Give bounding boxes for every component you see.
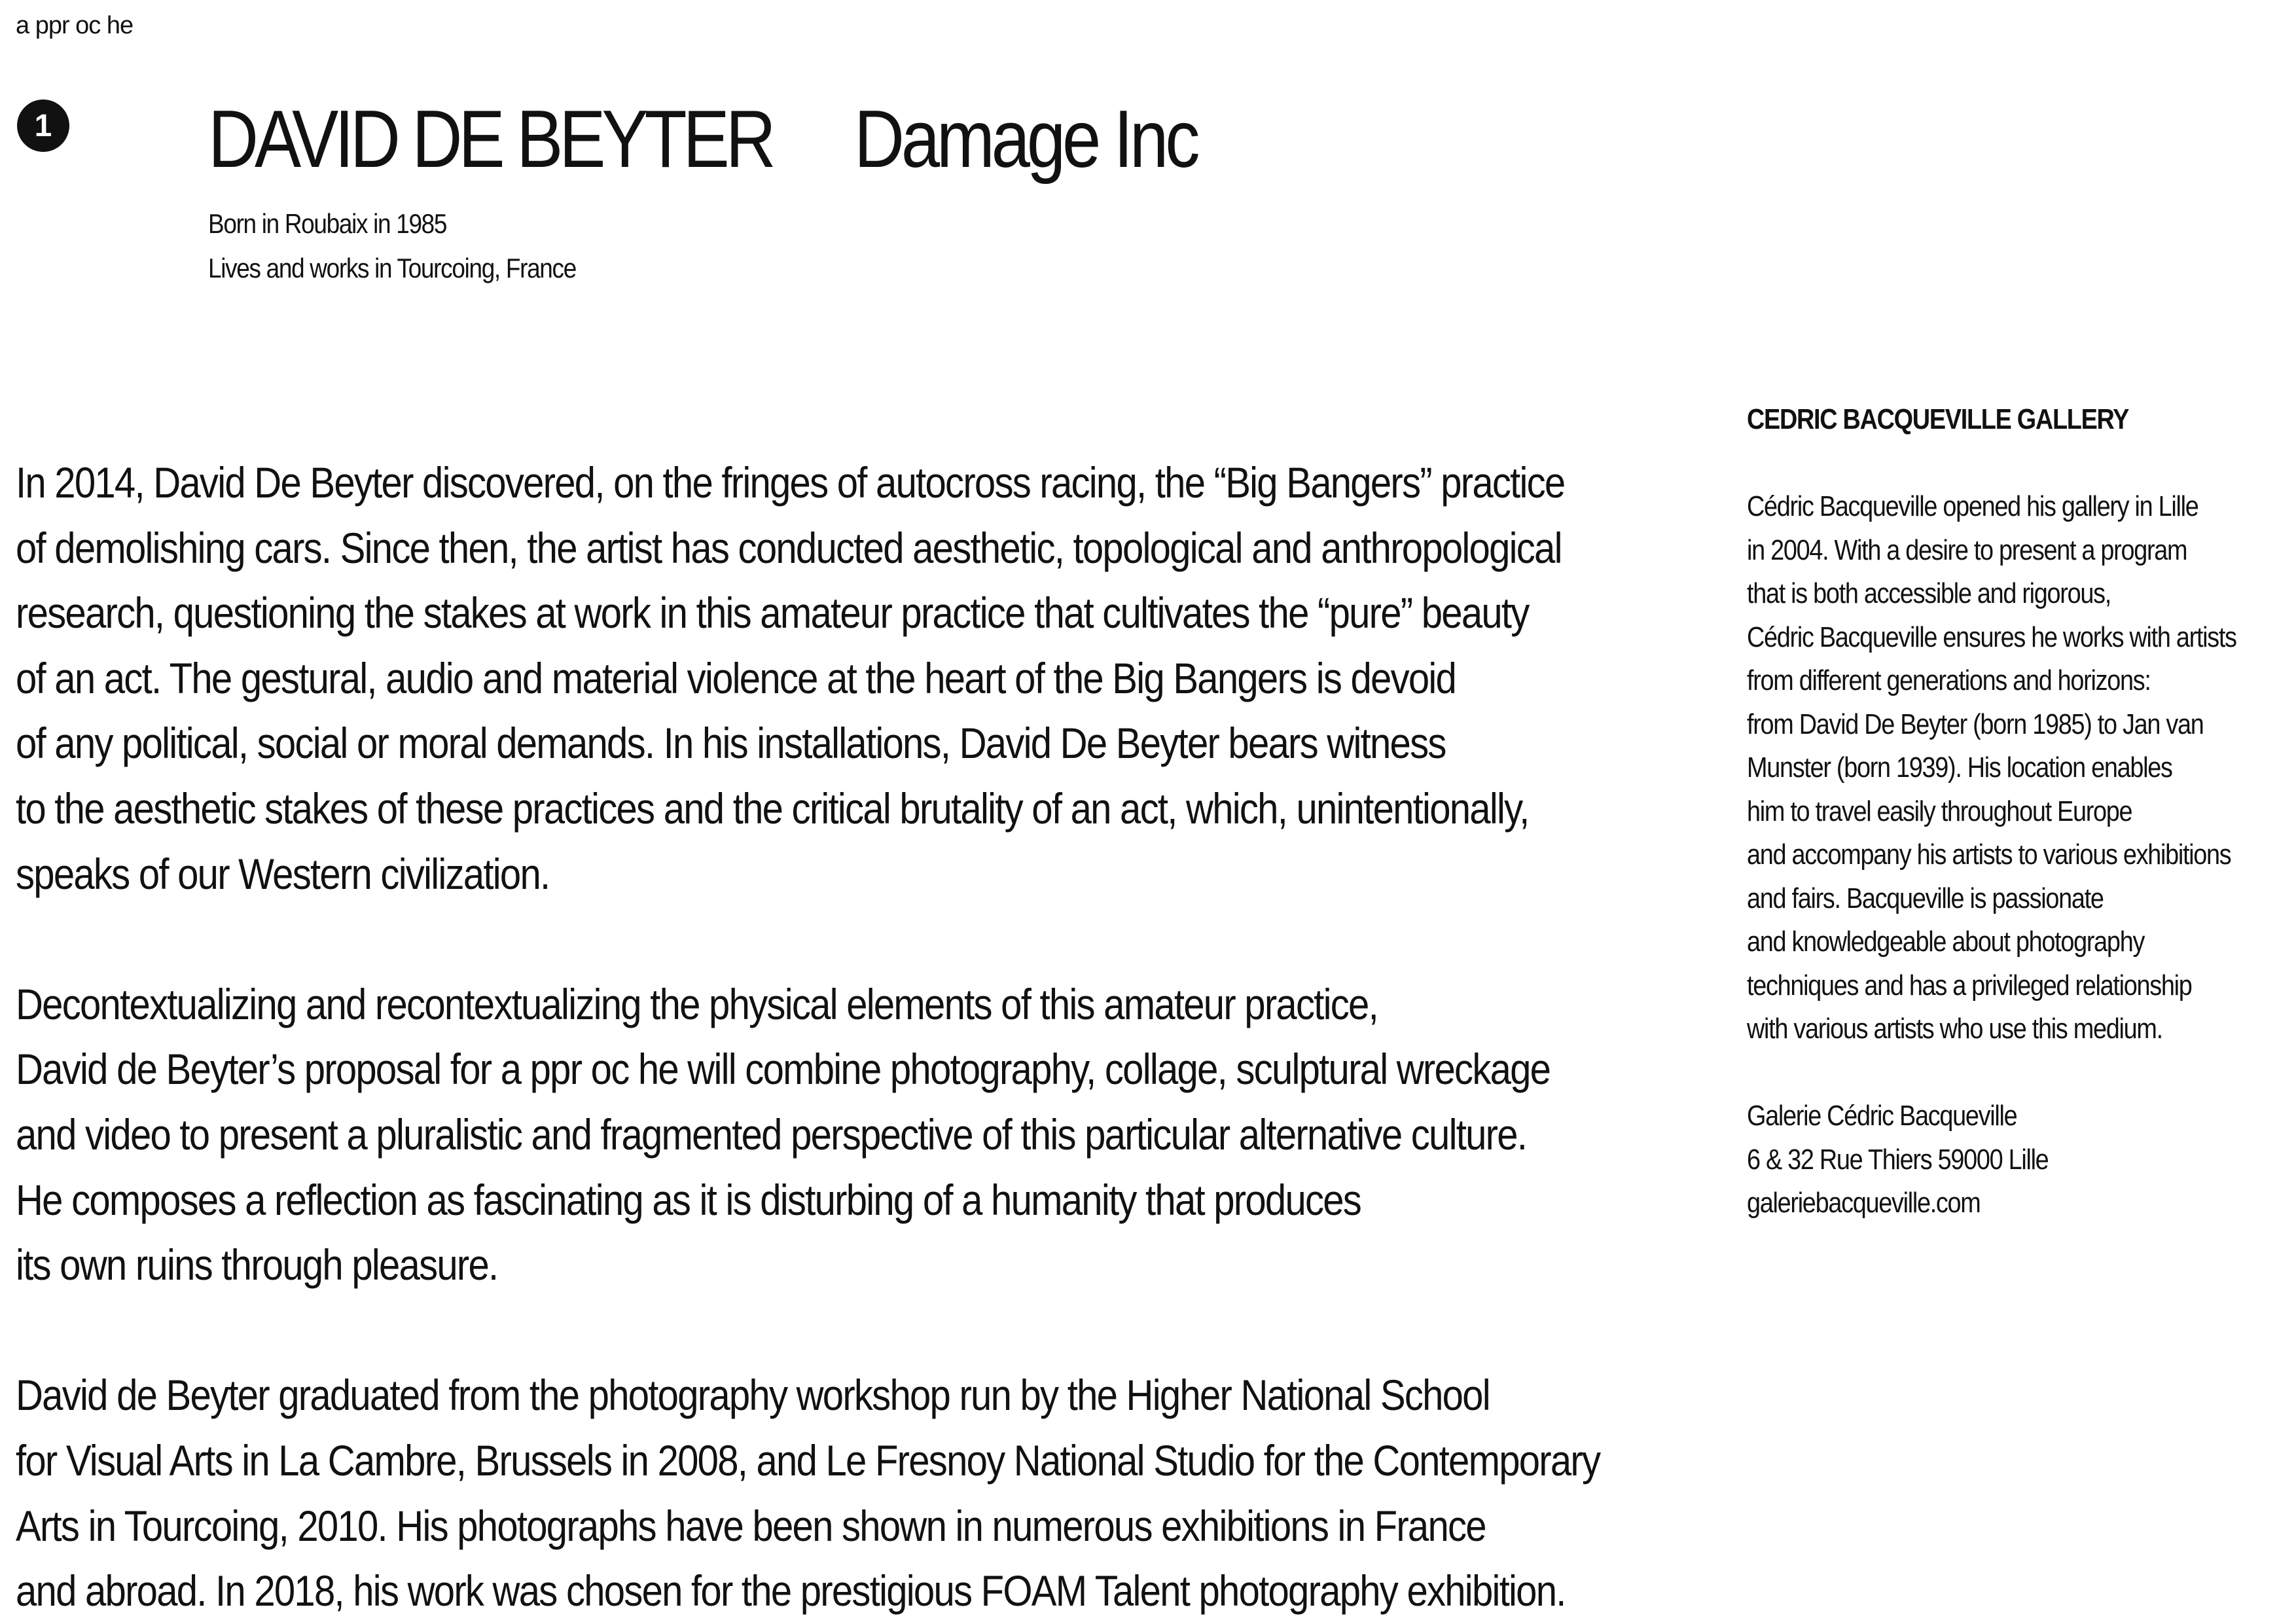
text-line: of demolishing cars. Since then, the artist has conducted aesthetic, topological and anthropological: [16, 523, 1562, 572]
gallery-address: 6 & 32 Rue Thiers 59000 Lille: [1747, 1143, 2049, 1176]
gallery-description: [1747, 485, 2236, 1051]
artist-number-badge: 1: [17, 99, 69, 152]
gallery-contact: [1747, 1094, 2231, 1225]
description-line: techniques and has a privileged relationship: [1747, 969, 2192, 1001]
text-line: In 2014, David De Beyter discovered, on the fringes of autocross racing, the “Big Bangers” practice: [16, 458, 1565, 507]
sidebar-gap: [1747, 1051, 2231, 1095]
description-line: and knowledgeable about photography: [1747, 926, 2145, 958]
description-line: from different generations and horizons:: [1747, 664, 2151, 696]
description-line: Cédric Bacqueville ensures he works with artists: [1747, 621, 2236, 653]
bio-residence-line: Lives and works in Tourcoing, France: [208, 253, 576, 283]
description-line: him to travel easily throughout Europe: [1747, 795, 2132, 827]
work-title: Damage Inc: [854, 94, 1197, 185]
text-line: David de Beyter graduated from the photography workshop run by the Higher National School: [16, 1371, 1490, 1420]
text-line: Decontextualizing and recontextualizing the physical elements of this amateur practice,: [16, 979, 1378, 1028]
text-line: and video to present a pluralistic and fragmented perspective of this particular alternative culture.: [16, 1110, 1527, 1159]
text-line: He composes a reflection as fascinating as it is disturbing of a humanity that produces: [16, 1175, 1361, 1224]
gallery-contact-name: Galerie Cédric Bacqueville: [1747, 1100, 2017, 1132]
artist-bio: [208, 202, 576, 291]
description-line: with various artists who use this medium.: [1747, 1013, 2162, 1045]
description-line: and fairs. Bacqueville is passionate: [1747, 882, 2104, 914]
sidebar-gap: [1747, 442, 2231, 486]
text-line: speaks of our Western civilization.: [16, 849, 550, 898]
text-line: of an act. The gestural, audio and material violence at the heart of the Big Bangers is devoid: [16, 653, 1456, 702]
paragraph-gap: [16, 1298, 1490, 1363]
description-line: Cédric Bacqueville opened his gallery in Lille: [1747, 490, 2198, 522]
text-line: Arts in Tourcoing, 2010. His photographs have been shown in numerous exhibitions in France: [16, 1501, 1486, 1550]
brand-logo-text: a ppr oc he: [16, 12, 134, 39]
description-line: in 2004. With a desire to present a program: [1747, 533, 2187, 566]
text-line: its own ruins through pleasure.: [16, 1240, 498, 1290]
artist-name: DAVID DE BEYTER: [208, 94, 772, 185]
text-line: of any political, social or moral demands. In his installations, David De Beyter bears witness: [16, 719, 1446, 768]
text-line: David de Beyter’s proposal for a ppr oc he will combine photography, collage, sculptural wreckage: [16, 1045, 1551, 1094]
paragraph-education: [16, 1363, 1600, 1623]
description-line: from David De Beyter (born 1985) to Jan van: [1747, 708, 2204, 740]
paragraph-proposal: [16, 972, 1551, 1298]
main-text: [16, 450, 1600, 1624]
text-line: for Visual Arts in La Cambre, Brussels in 2008, and Le Fresnoy National Studio for the Contemporary: [16, 1435, 1600, 1485]
description-line: Munster (born 1939). His location enables: [1747, 751, 2172, 784]
description-line: that is both accessible and rigorous,: [1747, 577, 2111, 609]
gallery-heading: CEDRIC BACQUEVILLE GALLERY: [1747, 403, 2129, 435]
paragraph-discovery: [16, 450, 1565, 907]
description-line: and accompany his artists to various exhibitions: [1747, 839, 2231, 871]
text-line: to the aesthetic stakes of these practices and the critical brutality of an act, which, unintentionally,: [16, 784, 1529, 833]
text-line: research, questioning the stakes at work in this amateur practice that cultivates the “pure” beauty: [16, 588, 1529, 638]
gallery-website-link[interactable]: galeriebacqueville.com: [1747, 1187, 1981, 1219]
text-line: and abroad. In 2018, his work was chosen for the prestigious FOAM Talent photography exhibition.: [16, 1566, 1566, 1615]
bio-birth-line: Born in Roubaix in 1985: [208, 208, 447, 239]
paragraph-gap: [16, 907, 1490, 972]
gallery-sidebar: [1747, 398, 2236, 1225]
